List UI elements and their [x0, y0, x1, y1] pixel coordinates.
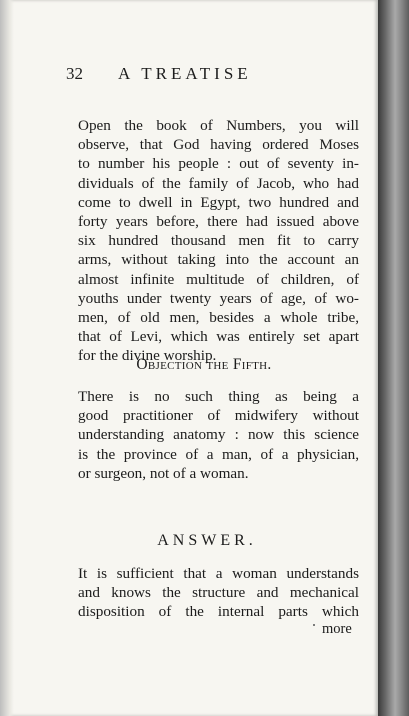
paragraph-numbers — [78, 116, 359, 366]
ink-speck — [313, 624, 315, 626]
text-line: dividuals of the family of Jacob, who had — [78, 174, 359, 192]
text-line: arms, without taking into the account an — [78, 251, 359, 269]
paragraph-answer — [78, 564, 359, 622]
text-line: six hundred thousand men fit to carry — [78, 232, 359, 250]
text-line: to number his people : out of seventy in- — [78, 155, 359, 173]
text-line: or surgeon, not of a woman. — [78, 464, 249, 482]
page-number: 32 — [66, 64, 83, 83]
text-line: disposition of the internal parts which — [78, 603, 359, 621]
text-line: There is no such thing as being a — [78, 388, 359, 405]
running-title: A TREATISE — [118, 64, 252, 83]
text-line: men, of old men, besides a whole tribe, — [78, 309, 359, 327]
section-heading-answer: ANSWER. — [157, 532, 257, 549]
text-line: good practitioner of midwifery without — [78, 407, 359, 425]
text-line: observe, that God having ordered Moses — [78, 136, 359, 154]
text-line: for the divine worship. — [78, 347, 217, 365]
text-line: understanding anatomy : now this science — [78, 426, 359, 444]
text-line: and knows the structure and mechanical — [78, 584, 359, 602]
text-line: come to dwell in Egypt, two hundred and — [78, 193, 359, 211]
section-heading-objection: Objection the Fifth. — [136, 356, 272, 373]
book-binding-edge — [378, 0, 409, 716]
running-head — [66, 64, 366, 88]
text-line: forty years before, there had issued above — [78, 213, 359, 231]
text-line: Open the book of Numbers, you will — [78, 117, 359, 134]
text-line: It is sufficient that a woman understands — [78, 565, 359, 582]
catchword: more — [322, 621, 352, 637]
text-line: youths under twenty years of age, of wo- — [78, 289, 359, 307]
paragraph-objection — [78, 387, 359, 483]
text-line: that of Levi, which was entirely set apart — [78, 328, 359, 346]
text-line: is the province of a man, of a physician, — [78, 445, 359, 463]
text-line: almost infinite multitude of children, of — [78, 270, 359, 288]
